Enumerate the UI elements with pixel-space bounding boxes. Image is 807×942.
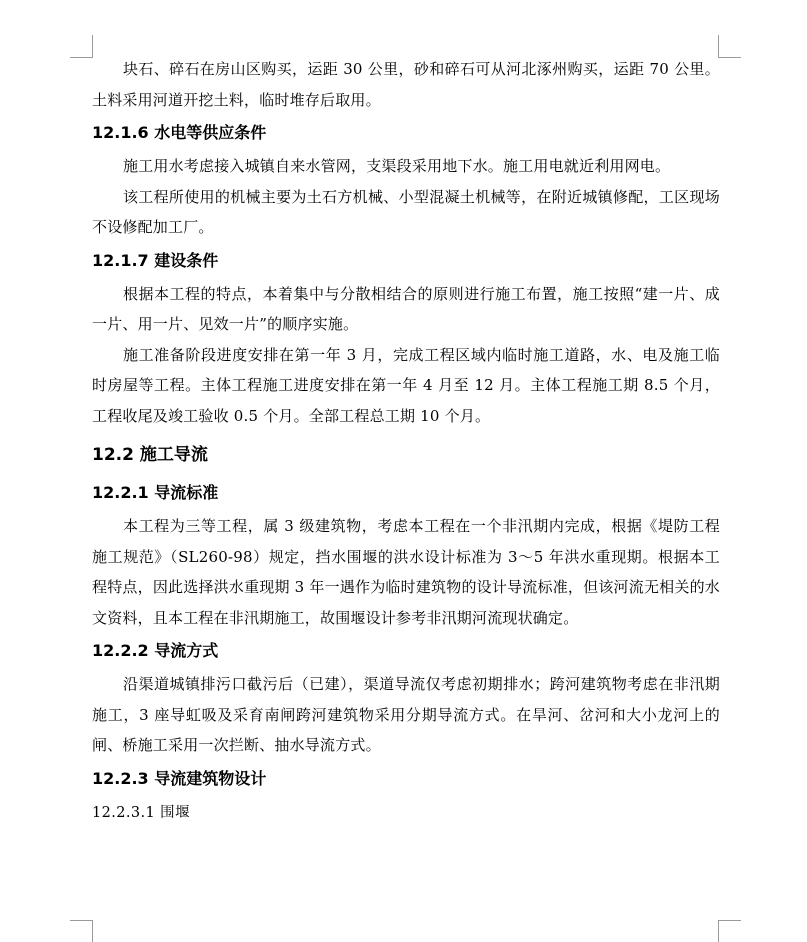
paragraph-diversion-standard: 本工程为三等工程，属 3 级建筑物，考虑本工程在一个非汛期内完成，根据《堤防工程施工规范》（SL260-98）规定，挡水围堰的洪水设计标准为 3～5 年洪水重现期。根据本工程特点，因此选择洪水重现期 3 年一遇作为临时建筑物的设计导流标准，但该河流无相关的水文资料，且本工程在非汛期施工，故围堰设计参考非汛期河流现状确定。 [92, 517, 720, 627]
paragraph-water-power: 施工用水考虑接入城镇自来水管网，支渠段采用地下水。施工用电就近利用网电。 [123, 157, 671, 175]
heading-12-2-3: 12.2.3 导流建筑物设计 [92, 768, 267, 788]
heading-12-2: 12.2 施工导流 [92, 445, 208, 465]
crop-mark-top-left [70, 35, 93, 58]
paragraph-machinery: 该工程所使用的机械主要为土石方机械、小型混凝土机械等，在附近城镇修配，工区现场不设修配加工厂。 [92, 187, 720, 236]
crop-mark-top-right [718, 35, 741, 58]
crop-mark-bottom-left [70, 920, 93, 942]
crop-mark-bottom-right [718, 920, 741, 942]
paragraph-stone-sourcing: 块石、碎石在房山区购买，运距 30 公里，砂和碎石可从河北涿州购买，运距 70 公里。土料采用河道开挖土料，临时堆存后取用。 [92, 60, 720, 109]
paragraph-schedule: 施工准备阶段进度安排在第一年 3 月，完成工程区域内临时施工道路，水、电及施工临时房屋等工程。主体工程施工进度安排在第一年 4 月至 12 月。主体工程施工期 8.5 个月，工程收尾及竣工验收 0.5 个月。全部工程总工期 10 个月。 [92, 345, 720, 425]
heading-12-2-2: 12.2.2 导流方式 [92, 641, 219, 660]
heading-12-1-7: 12.1.7 建设条件 [92, 250, 219, 270]
heading-12-2-1: 12.2.1 导流标准 [92, 483, 219, 502]
document-body [92, 54, 720, 829]
heading-12-1-6: 12.1.6 水电等供应条件 [92, 123, 267, 142]
paragraph-layout-principle: 根据本工程的特点，本着集中与分散相结合的原则进行施工布置，施工按照“建一片、成一片、用一片、见效一片”的顺序实施。 [92, 284, 720, 333]
heading-12-2-3-1: 12.2.3.1 围堰 [92, 804, 190, 821]
paragraph-diversion-method: 沿渠道城镇排污口截污后（已建），渠道导流仅考虑初期排水；跨河建筑物考虑在非汛期施工，3 座导虹吸及采育南闸跨河建筑物采用分期导流方式。在旱河、岔河和大小龙河上的闸、桥施工采用一次拦断、抽水导流方式。 [92, 675, 720, 754]
